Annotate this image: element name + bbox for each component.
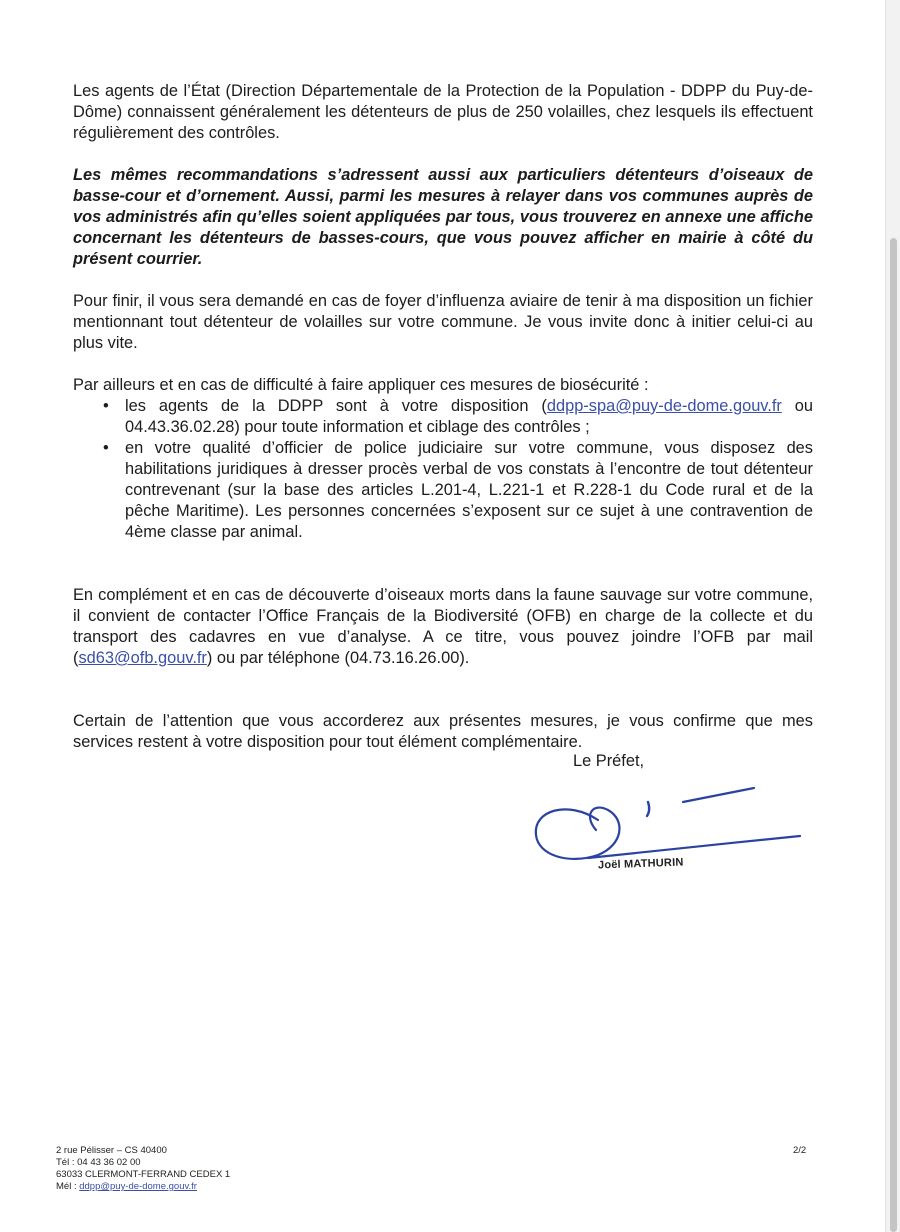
paragraph-register-file: Pour finir, il vous sera demandé en cas de foyer d’influenza aviaire de tenir à ma disposition un fichier mentionnant tout détenteur de volailles sur votre commune. Je vous invite donc à initier celui-ci au plus vite. [73, 292, 813, 352]
bullet1-text-start: les agents de la DDPP sont à votre disposition ( [125, 397, 547, 415]
bullet-list [73, 396, 813, 543]
list-item [125, 396, 813, 438]
signer-name: Joël MATHURIN [597, 856, 684, 872]
scrollbar-track[interactable] [885, 0, 900, 1232]
list-item: • en votre qualité d’officier de police judiciaire sur votre commune, vous disposez des habilitations juridiques à dresser procès verbal de vos constats à l’encontre de tout détenteur contrevenant (sur la base des articles L.201-4, L.221-1 et R.228-1 du Code rural et de la pêche Maritime). Les personnes concernées s’exposent sur ce sujet à une contravention de 4ème classe par animal. [125, 438, 813, 543]
footer-mail-label: Mél : [56, 1181, 80, 1192]
footer-street: 2 rue Pélisser – CS 40400 [56, 1145, 167, 1156]
signer-title: Le Préfet, [573, 752, 645, 770]
footer-mail-line [56, 1181, 230, 1193]
letter-body [73, 81, 813, 753]
footer-city: 63033 CLERMONT-FERRAND CEDEX 1 [56, 1169, 231, 1180]
footer-email-link[interactable]: ddpp@puy-de-dome.gouv.fr [79, 1181, 197, 1192]
scrollbar-thumb[interactable] [890, 238, 897, 1232]
footer-phone: Tél : 04 43 36 02 00 [56, 1157, 141, 1168]
bullet1-text-end: ou 04.43.36.02.28) pour toute information et ciblage des contrôles ; [125, 397, 813, 436]
paragraph-ofb [73, 585, 813, 669]
ddpp-spa-email-link[interactable]: ddpp-spa@puy-de-dome.gouv.fr [546, 397, 782, 415]
page-number: 2/2 [793, 1145, 807, 1156]
paragraph-recommendations: Les mêmes recommandations s’adressent aussi aux particuliers détenteurs d’oiseaux de basse-cour et d’ornement. Aussi, parmi les mesures à relayer dans vos communes auprès de vos administrés afin qu’elles soient appliquées par tous, vous trouverez en annexe une affiche concernant les détenteurs de basses-cours, que vous pouvez afficher en mairie à côté du présent courrier. [73, 166, 813, 268]
ofb-text-end: ) ou par téléphone (04.73.16.26.00). [206, 649, 470, 667]
paragraph-ddpp-agents: Les agents de l’État (Direction Départementale de la Protection de la Population - DDPP du Puy-de-Dôme) connaissent généralement les détenteurs de plus de 250 volailles, chez lesquels ils effectuent régulièrement des contrôles. [73, 82, 813, 142]
paragraph-closing: Certain de l’attention que vous accorderez aux présentes mesures, je vous confirme que mes services restent à votre disposition pour tout élément complémentaire. [73, 712, 813, 751]
footer-address [56, 1145, 230, 1193]
ofb-text-start: En complément et en cas de découverte d’oiseaux morts dans la faune sauvage sur votre commune, il convient de contacter l’Office Français de la Biodiversité (OFB) en charge de la collecte et du transport des cadavres en vue d’analyse. A ce titre, vous pouvez joindre l’OFB par mail ( [73, 586, 813, 667]
ofb-email-link[interactable]: sd63@ofb.gouv.fr [78, 649, 207, 667]
paragraph-difficulties-intro: Par ailleurs et en cas de difficulté à faire appliquer ces mesures de biosécurité : [73, 376, 649, 394]
